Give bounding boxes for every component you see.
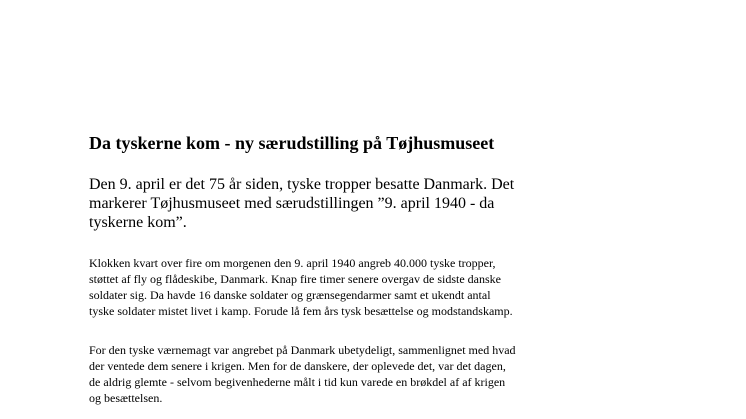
article-title: Da tyskerne kom - ny særudstilling på Tøjhusmuseet	[89, 133, 495, 153]
lead-line: Den 9. april er det 75 år siden, tyske tropper besatte Danmark. Det	[89, 176, 515, 193]
paragraph-line: For den tyske værnemagt var angrebet på Danmark ubetydeligt, sammenlignet med hvad	[89, 343, 516, 357]
article-lead	[89, 175, 649, 232]
paragraph-line: de aldrig glemte - selvom begivenhederne målt i tid kun varede en brøkdel af af krigen	[89, 375, 506, 389]
paragraph-line: støttet af fly og flådeskibe, Danmark. Knap fire timer senere overgav de sidste danske	[89, 272, 501, 286]
paragraph-line: Klokken kvart over fire om morgenen den 9. april 1940 angreb 40.000 tyske tropper,	[89, 256, 496, 270]
body-paragraph-2	[89, 342, 649, 406]
lead-line: markerer Tøjhusmuseet med særudstillingen ”9. april 1940 - da	[89, 195, 495, 212]
lead-line: tyskerne kom”.	[89, 214, 187, 231]
paragraph-line: soldater sig. Da havde 16 danske soldater og grænsegendarmer samt et ukendt antal	[89, 288, 491, 302]
paragraph-line: tyske soldater mistet livet i kamp. Forude lå fem års tysk besættelse og modstandskamp.	[89, 304, 513, 318]
body-paragraph-1	[89, 255, 649, 319]
paragraph-line: og besættelsen.	[89, 391, 163, 405]
paragraph-line: der ventede dem senere i krigen. Men for de danskere, der oplevede det, var det dagen,	[89, 359, 506, 373]
